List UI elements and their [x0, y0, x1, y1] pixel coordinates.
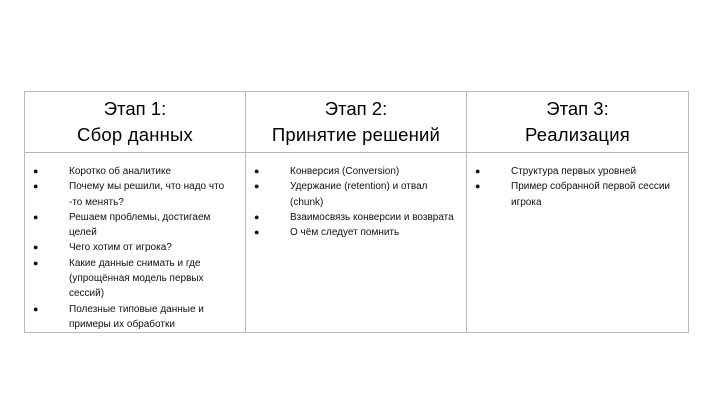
stage-2-topic — [246, 179, 458, 210]
stage-2-topic-text: О чём следует помнить — [290, 227, 400, 239]
bullet-icon: ● — [33, 166, 39, 176]
stage-3-title: Реализация — [525, 124, 630, 145]
stage-1-number: Этап 1: — [103, 98, 167, 119]
stage-3-topic — [467, 179, 680, 210]
stage-3-number: Этап 3: — [546, 98, 609, 119]
stage-2-topic — [246, 225, 458, 240]
bullet-icon: ● — [33, 303, 39, 314]
stage-2-topic-text: Удержание (retention) и отвал (chunk) — [290, 181, 428, 208]
stage-2-body — [246, 153, 467, 333]
stage-1-topic-text: Чего хотим от игрока? — [69, 242, 172, 254]
stage-3-topic-list — [467, 153, 688, 210]
stage-1-topic-text: Какие данные снимать и где (упрощённая модель первых сессий) — [69, 257, 204, 300]
bullet-icon: ● — [33, 181, 39, 192]
stages-header-row — [25, 92, 689, 153]
stage-2-header — [246, 92, 467, 153]
stage-1-header — [25, 92, 246, 153]
stage-2-topic-text: Взаимосвязь конверсии и возврата — [290, 211, 454, 223]
stages-table — [24, 91, 689, 333]
stage-1-topic — [25, 302, 237, 333]
bullet-icon: ● — [475, 166, 481, 176]
stage-3-topic-text: Пример собранной первой сессии игрока — [511, 181, 671, 208]
stage-1-topic — [25, 164, 237, 179]
stage-2-topic — [246, 164, 458, 179]
bullet-icon: ● — [254, 181, 260, 192]
stage-1-topic-text: Решаем проблемы, достигаем целей — [69, 211, 211, 239]
stage-1-topic-list — [25, 153, 245, 332]
stage-1-topic — [25, 240, 237, 255]
stage-3-topic-text: Структура первых уровней — [511, 166, 637, 177]
stage-2-number: Этап 2: — [324, 98, 388, 119]
stage-1-topic-text: Почему мы решили, что надо что -то менять? — [69, 181, 225, 208]
stage-2-title: Принятие решений — [271, 124, 441, 145]
stage-2-topic-text: Конверсия (Conversion) — [290, 166, 400, 177]
stage-3-header — [467, 92, 689, 153]
stages-body-row — [25, 153, 689, 333]
stage-3-body — [467, 153, 689, 333]
stage-1-topic — [25, 256, 237, 302]
bullet-icon: ● — [254, 211, 260, 222]
stage-1-title: Сбор данных — [77, 124, 193, 145]
bullet-icon: ● — [475, 181, 481, 192]
bullet-icon: ● — [33, 257, 39, 268]
bullet-icon: ● — [33, 242, 39, 253]
stage-3-topic — [467, 164, 680, 179]
stage-2-topic — [246, 210, 458, 225]
bullet-icon: ● — [254, 227, 260, 238]
stage-1-topic-text: Полезные типовые данные и примеры их обработки — [69, 303, 204, 330]
stage-2-topic-list — [246, 153, 466, 240]
stage-1-topic — [25, 210, 237, 241]
stage-1-topic — [25, 179, 237, 210]
stage-1-body — [25, 153, 246, 333]
bullet-icon: ● — [254, 166, 260, 176]
bullet-icon: ● — [33, 211, 39, 222]
stage-1-topic-text: Коротко об аналитике — [69, 166, 172, 177]
